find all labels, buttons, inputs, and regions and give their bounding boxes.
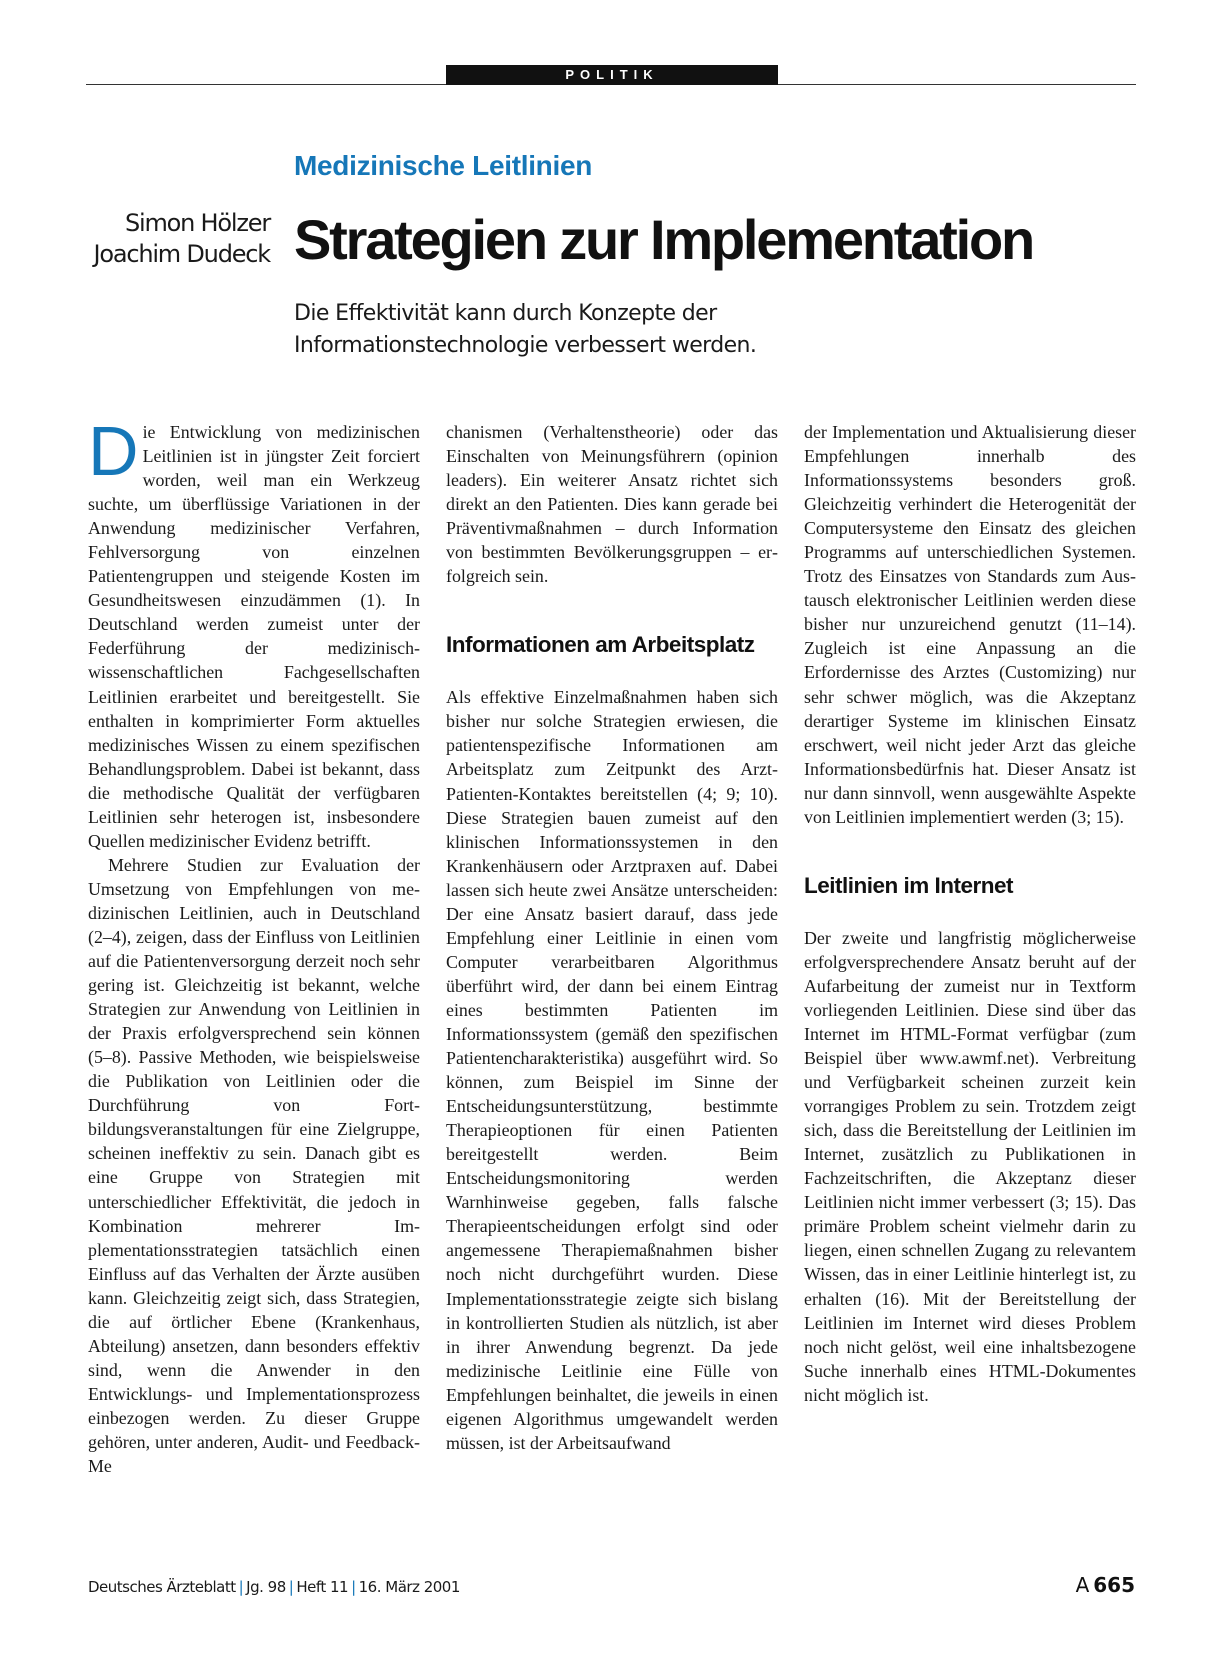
paragraph: chanismen (Verhaltenstheorie) oder das Einschalten von Meinungsführern (opinion leaders). Ein weiterer Ansatz richtet sich direkt an den Patienten. Dies kann gerade bei Präventivmaßnahmen – durch Information von bestimmten Bevölkerungsgruppen – erfolgreich sein. <box>446 422 778 587</box>
paragraph: der Implementation und Aktualisierung dieser Empfehlungen innerhalb des Informationssystems besonders groß. Gleichzeitig verhindert die Heterogenität der Computersysteme den Einsatz des gleichen Programms auf unterschiedlichen Systemen. Trotz des Einsatzes von Standards zum Austausch elektronischer Leitlinien werden diese bisher nur unzureichend genutzt (11–14). Zugleich ist eine Anpassung an die Erfordernisse des Arztes (Customizing) nur sehr schwer möglich, was die Akzeptanz derartiger Systeme im klinischen Einsatz erschwert, weil nicht jeder Arzt das gleiche Informationsbedürfnis hat. Dieser Ansatz ist nur dann sinnvoll, wenn ausgewählte Aspekte von Leitlinien implementiert werden (3; 15). <box>804 422 1136 827</box>
separator: | <box>351 1578 356 1596</box>
paragraph: Der zweite und langfristig möglicherweise erfolgversprechendere Ansatz beruht auf der Aufarbeitung der zumeist nur in Textform vorliegenden Leitlinien. Diese sind über das Internet im HTML-Format verfügbar (zum Beispiel über www.awmf.net). Verbreitung und Verfügbarkeit scheinen zurzeit kein vorrangiges Problem zu sein. Trotzdem zeigt sich, dass die Bereitstellung der Leitlinien im Internet, zusätzlich zu Publikationen in Fachzeitschriften, die Akzeptanz dieser Leitlinien nicht immer verbessert (3; 15). Das primäre Problem scheint vielmehr darin zu liegen, einen schnellen Zugang zu relevantem Wissen, das in einer Leitlinie hinterlegt ist, zu erhalten (16). Mit der Bereitstellung der Leitlinien im Internet wird dieses Problem noch nicht gelöst, weil eine inhaltsbezogene Suche innerhalb eines HTML-Dokumentes nicht möglich ist. <box>804 927 1136 1405</box>
page-number-value: 665 <box>1093 1573 1135 1597</box>
footer-citation <box>88 1578 460 1596</box>
text-column-3 <box>804 420 1136 1407</box>
paragraph: Mehrere Studien zur Evaluation der Umsetzung von Empfehlungen von medizinischen Leitlinien, auch in Deutschland (2–4), zeigen, dass der Einfluss von Leitlinien auf die Patientenversorgung derzeit noch sehr gering ist. Gleichzeitig ist bekannt, welche Strategien zur Anwendung von Leitlinien in der Praxis erfolgversprechend sein können (5–8). Passive Methoden, wie beispielsweise die Publikation von Leitlinien oder die Durchführung von Fortbildungsveranstaltungen für eine Zielgruppe, scheinen ineffektiv zu sein. Danach gibt es eine Gruppe von Strategien mit unterschiedlicher Effektivität, die jedoch in Kombination mehrerer Implementationsstrategien tatsächlich einen Einfluss auf das Verhalten der Ärzte ausüben kann. Gleichzeitig zeigt sich, dass Strategien, die auf örtlicher Ebene (Krankenhaus, Abteilung) ansetzen, dann besonders effektiv sind, wenn die Anwender in den Entwicklungs- und Implementationsprozess einbezogen werden. Zu dieser Gruppe gehören, unter anderen, Audit- und Feedback-Me <box>88 854 420 1477</box>
page-number <box>1076 1573 1135 1597</box>
paragraph-text: ie Entwicklung von medizinischen Leitlinien ist in jüngster Zeit forciert worden, weil man ein Werkzeug suchte, um überflüssige Variationen in der Anwendung medizinischer Verfahren, Fehlversorgung von einzelnen Patientengruppen und steigende Kosten im Gesundheitswesen einzudämmen (1). In Deutschland werden zumeist unter der Federführung der medizinisch-wissenschaftlichen Fachgesellschaften Leitlinien erarbeitet und bereitgestellt. Sie enthalten in komprimierter Form aktuelles medizinisches Wissen zu einem spezifischen Behandlungsproblem. Dabei ist bekannt, dass die methodische Qualität der verfügbaren Leitlinien sehr heterogen ist, insbesondere Quellen medizinischer Evidenz betrifft. <box>88 422 420 851</box>
section-heading: Leitlinien im Internet <box>804 872 1014 898</box>
journal-date: 16. März 2001 <box>358 1578 460 1596</box>
article-kicker: Medizinische Leitlinien <box>294 150 593 181</box>
journal-issue: Heft 11 <box>296 1578 349 1596</box>
article-subtitle: Die Effektivität kann durch Konzepte der Informationstechnologie verbessert werden. <box>294 301 757 358</box>
journal-name: Deutsches Ärzteblatt <box>88 1578 236 1596</box>
section-label: POLITIK <box>446 65 778 85</box>
paragraph: Als effektive Einzelmaßnahmen haben sich bisher nur solche Strategien erwiesen, die patientenspezifische Informationen am Arbeitsplatz zum Zeitpunkt des Arzt-Patienten-Kontaktes bereitstellen (4; 9; 10). Diese Strategien bauen zumeist auf den klinischen Informationssystemen in den Krankenhäusern oder Arztpraxen auf. Dabei lassen sich heute zwei Ansätze unterscheiden: Der eine Ansatz basiert darauf, dass jede Empfehlung einer Leitlinie in einen vom Computer verarbeitbaren Algorithmus überführt wird, der dann bei einem Eintrag eines bestimmten Patienten im Informationssystem (gemäß den spezifischen Patientencharakteristika) ausgeführt wird. So können, zum Beispiel im Sinne der Entscheidungsunterstützung, bestimmte Therapieoptionen für einen Patienten bereitgestellt werden. Beim Entscheidungsmonitoring werden Warnhinweise gegeben, falls falsche Therapieentscheidungen erfolgt sind oder angemessene Therapiemaßnahmen bisher noch nicht durchgeführt wurden. Diese Implementationsstrategie zeigte sich bislang in kontrollierten Studien als nützlich, ist aber in ihrer Anwendung begrenzt. Da jede medizinische Leitlinie eine Fülle von Empfehlungen beinhaltet, die jeweils in einen eigenen Algorithmus umgewandelt werden müssen, ist der Arbeitsaufwand <box>446 687 778 1453</box>
paragraph <box>88 412 420 853</box>
page-prefix: A <box>1075 1573 1090 1597</box>
text-column-1 <box>88 412 420 1478</box>
separator: | <box>238 1578 244 1596</box>
article-title: Strategien zur Implementation <box>294 208 1033 271</box>
author-name: Joachim Dudeck <box>93 240 270 268</box>
author-name: Simon Hölzer <box>124 209 270 237</box>
journal-volume: Jg. 98 <box>246 1578 286 1596</box>
text-column-2 <box>446 420 778 1455</box>
separator: | <box>288 1578 294 1596</box>
drop-cap: D <box>88 412 139 490</box>
author-list <box>93 208 270 270</box>
section-heading: Informationen am Arbeitsplatz <box>446 632 755 658</box>
